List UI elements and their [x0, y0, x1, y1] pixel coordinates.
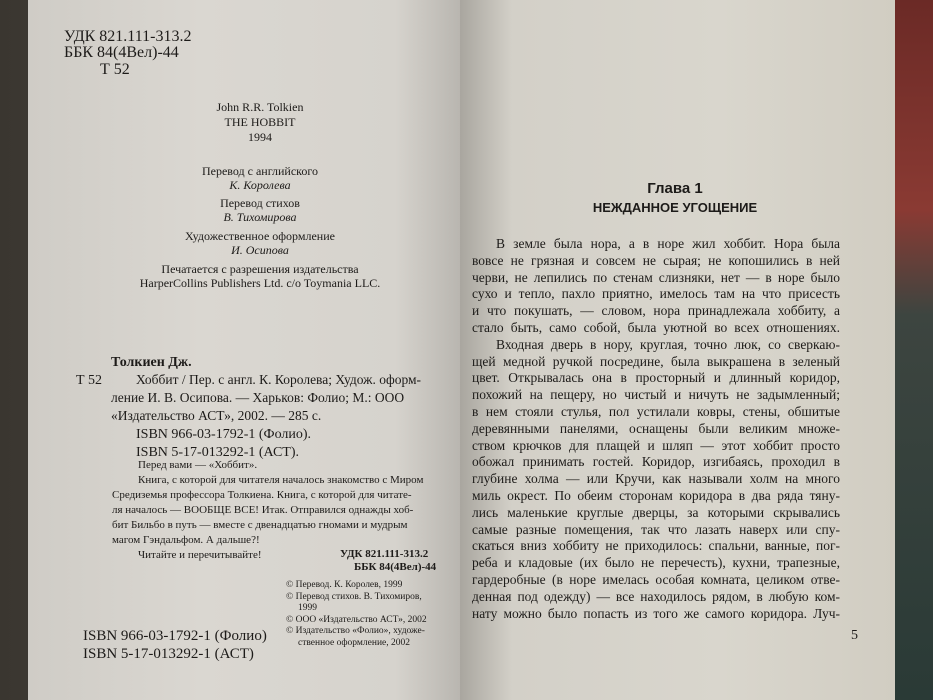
text-line: черви, не лепились по стенам слизняки, нет — в норе было: [472, 269, 840, 285]
copyright-block: [286, 580, 427, 649]
annotation-line: Читайте и перечитывайте!: [138, 549, 262, 561]
text-line: миль окрест. По обеим сторонам коридора в два ряда тяну-: [472, 488, 840, 503]
page-number: 5: [851, 628, 858, 643]
copyright-line: © Издательство «Фолио», художе-: [286, 626, 425, 636]
text-line: сухо и тепло, пахло приятно, имелось там на что присесть: [472, 286, 840, 302]
original-author: John R.R. Tolkien: [216, 100, 304, 114]
translation-label: Перевод с английского: [201, 164, 319, 178]
text-line: гардеробные (в норе имелась особая комната, целиком отве-: [472, 572, 840, 587]
biblio-author: Толкиен Дж.: [111, 355, 192, 370]
text-line: денная под одежду) — все находилось рядом, в любую ком-: [472, 588, 840, 604]
text-line: скаться вниз хоббиту не приходилось: спальни, ванные, пог-: [472, 538, 840, 554]
bbk-top: ББК 84(4Вел)-44: [64, 44, 179, 61]
text-line: цвет. Открывалась она в просторный и длинный коридор,: [472, 370, 840, 386]
verse-label: Перевод стихов: [220, 196, 300, 210]
udk-top: УДК 821.111-313.2: [64, 28, 192, 45]
udk-bottom: УДК 821.111-313.2: [340, 548, 429, 560]
copyright-line: © Перевод стихов. В. Тихомиров,: [286, 591, 422, 602]
biblio-line: «Издательство АСТ», 2002. — 285 с.: [111, 408, 322, 423]
biblio-code: Т 52: [76, 373, 103, 388]
annotation-line: ля началось — ВООБЩЕ ВСЕ! Итак. Отправился однажды хоб-: [112, 504, 414, 516]
text-line: в нем стояли стулья, пол устилали ковры, стены, обшитые: [472, 404, 840, 419]
artist: И. Осипова: [231, 243, 289, 257]
text-line: В земле была нора, а в норе жил хоббит. Нора была: [496, 236, 840, 251]
text-line: ством крючков для плащей и шляп — этот хоббит просто: [472, 437, 840, 453]
annotation-line: бит Бильбо в путь — вместе с двенадцатью гномами и мудрым: [112, 519, 408, 531]
biblio-line: ление И. В. Осипова. — Харьков: Фолио; М.: ООО: [111, 390, 405, 405]
text-line: вовсе не грязная и совсем не сырая; не копошились в ней: [472, 252, 840, 268]
copyright-line: ственное оформление, 2002: [298, 637, 411, 648]
text-line: Входная дверь в нору, круглая, точно люк, со сверкаю-: [496, 336, 840, 352]
text-line: и что покушать, — словом, нора принадлежала хоббиту, а: [472, 303, 840, 319]
verse-translator: В. Тихомирова: [223, 210, 297, 224]
text-line: лись маленькие круглые дверцы, за которыми скрывались: [472, 504, 840, 520]
annotation-line: Средиземья профессора Толкиена. Книга, с которой для читате-: [112, 489, 412, 501]
original-title: THE HOBBIT: [224, 115, 296, 129]
permission-line-1: Печатается с разрешения издательства: [161, 262, 359, 276]
text-line: стало быть, само собой, была уютной во всех отношениях.: [472, 320, 840, 335]
biblio-line: Хоббит / Пер. с англ. К. Королева; Худож. оформ-: [136, 372, 422, 387]
isbn-bottom-folio: ISBN 966-03-1792-1 (Фолио): [83, 628, 267, 644]
annotation-line: магом Гэндальфом. А дальше?!: [112, 534, 260, 546]
text-line: глубине холма — или Кручи, как называли холм на много: [472, 471, 840, 487]
text-line: щей медной ручкой посредине, была выкрашена в зеленый: [472, 353, 840, 369]
text-line: похожий на пещеру, но чистый и ничуть не задымленный;: [472, 387, 840, 403]
copyright-line: 1999: [298, 603, 317, 613]
left-page: [28, 0, 460, 700]
chapter-title: НЕЖДАННОЕ УГОЩЕНИЕ: [592, 200, 758, 215]
isbn-ast: ISBN 5-17-013292-1 (АСТ).: [136, 445, 300, 460]
text-line: обожал принимать гостей. Коридор, изгибаясь, проходил в: [472, 454, 840, 470]
annotation-line: Книга, с которой для читателя началось знакомство с Миром: [138, 474, 424, 486]
bbk-bottom: ББК 84(4Вел)-44: [354, 561, 437, 573]
text-line: реба и кладовые (их было не перечесть), кухни, трапезные,: [472, 555, 840, 571]
text-line: самые разные помещения, так что лазать наверх или спу-: [472, 521, 840, 537]
isbn-folio: ISBN 966-03-1792-1 (Фолио).: [136, 427, 312, 442]
right-page: [460, 0, 895, 700]
copyright-line: © Перевод. К. Королев, 1999: [286, 580, 403, 590]
annotation-line: Перед вами — «Хоббит».: [138, 459, 258, 471]
text-line: нату можно было попасть из того же самого коридора. Луч-: [472, 605, 840, 621]
code-top: Т 52: [100, 61, 130, 78]
art-label: Художественное оформление: [185, 229, 335, 243]
chapter-number: Глава 1: [647, 180, 703, 197]
translator: К. Королева: [229, 178, 291, 192]
copyright-line: © ООО «Издательство АСТ», 2002: [286, 614, 427, 625]
isbn-bottom-ast: ISBN 5-17-013292-1 (АСТ): [83, 646, 254, 662]
permission-line-2: HarperCollins Publishers Ltd. c/o Toymania LLC.: [139, 276, 381, 290]
original-year: 1994: [248, 130, 272, 144]
text-line: деревянными панелями, оснащены были великим множе-: [472, 420, 840, 436]
